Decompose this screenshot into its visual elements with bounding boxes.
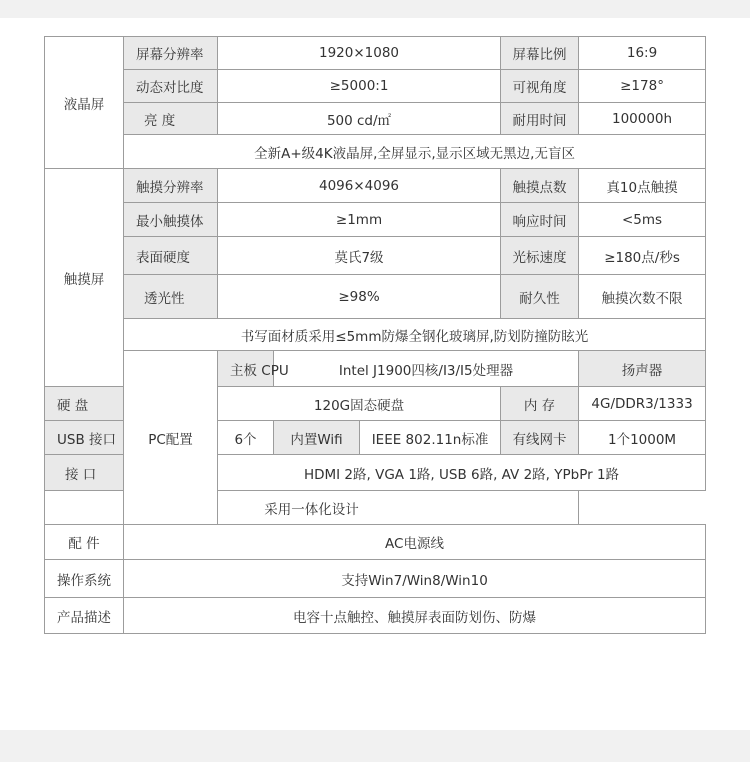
spec-label: 响应时间 bbox=[501, 203, 579, 237]
spec-value: ≥5000:1 bbox=[218, 70, 501, 103]
table-row bbox=[45, 275, 706, 319]
spec-value: ≥1mm bbox=[218, 203, 501, 237]
table-row bbox=[45, 525, 706, 560]
spec-value: 4G/DDR3/1333 bbox=[579, 387, 706, 421]
section-note: 采用一体化设计 bbox=[45, 491, 579, 525]
table-row bbox=[45, 37, 706, 70]
spec-value: 100000h bbox=[579, 103, 706, 135]
table-row bbox=[45, 103, 706, 135]
section-note: 书写面材质采用≤5mm防爆全钢化玻璃屏,防划防撞防眩光 bbox=[124, 319, 706, 351]
spec-value: 16:9 bbox=[579, 37, 706, 70]
spec-label: 操作系统 bbox=[45, 560, 124, 598]
spec-value: HDMI 2路, VGA 1路, USB 6路, AV 2路, YPbPr 1路 bbox=[218, 455, 706, 491]
spec-value: 触摸次数不限 bbox=[579, 275, 706, 319]
spec-value: 支持Win7/Win8/Win10 bbox=[124, 560, 706, 598]
spec-value: IEEE 802.11n标准 bbox=[360, 421, 501, 455]
spec-value: 120G固态硬盘 bbox=[218, 387, 501, 421]
group-pc: PC配置 bbox=[124, 351, 218, 525]
spec-label: USB 接口 bbox=[45, 421, 124, 455]
spec-value: Intel J1900四核/I3/I5处理器 bbox=[274, 351, 579, 387]
table-row bbox=[45, 598, 706, 634]
spec-label: 主板 CPU bbox=[218, 351, 274, 387]
table-row bbox=[45, 351, 706, 387]
spec-value: AC电源线 bbox=[124, 525, 706, 560]
spec-label: 内置Wifi bbox=[274, 421, 360, 455]
spec-label: 表面硬度 bbox=[124, 237, 218, 275]
table-row bbox=[45, 237, 706, 275]
spec-label: 动态对比度 bbox=[124, 70, 218, 103]
spec-value: 真10点触摸 bbox=[579, 169, 706, 203]
table-row bbox=[45, 319, 706, 351]
spec-label: 有线网卡 bbox=[501, 421, 579, 455]
spec-label: 产品描述 bbox=[45, 598, 124, 634]
spec-sheet bbox=[0, 18, 750, 730]
spec-value: ≥180点/秒s bbox=[579, 237, 706, 275]
table-row bbox=[45, 203, 706, 237]
table-row bbox=[45, 135, 706, 169]
spec-value: 4096×4096 bbox=[218, 169, 501, 203]
spec-value: 6个 bbox=[218, 421, 274, 455]
table-row bbox=[45, 169, 706, 203]
spec-value: ≥178° bbox=[579, 70, 706, 103]
spec-label: 内 存 bbox=[501, 387, 579, 421]
group-touch: 触摸屏 bbox=[45, 169, 124, 387]
spec-value: 1个1000M bbox=[579, 421, 706, 455]
spec-label: 可视角度 bbox=[501, 70, 579, 103]
spec-label: 配 件 bbox=[45, 525, 124, 560]
spec-label: 触摸点数 bbox=[501, 169, 579, 203]
spec-value: <5ms bbox=[579, 203, 706, 237]
spec-value: 1920×1080 bbox=[218, 37, 501, 70]
spec-label: 扬声器 bbox=[579, 351, 706, 387]
spec-label: 亮 度 bbox=[124, 103, 218, 135]
table-row bbox=[45, 560, 706, 598]
group-lcd: 液晶屏 bbox=[45, 37, 124, 169]
spec-label: 光标速度 bbox=[501, 237, 579, 275]
spec-label: 硬 盘 bbox=[45, 387, 124, 421]
table-row bbox=[45, 491, 706, 525]
spec-value: 电容十点触控、触摸屏表面防划伤、防爆 bbox=[124, 598, 706, 634]
spec-value: 莫氏7级 bbox=[218, 237, 501, 275]
spec-value: 500 cd/㎡ bbox=[218, 103, 501, 135]
spec-label: 接 口 bbox=[45, 455, 124, 491]
spec-label: 触摸分辨率 bbox=[124, 169, 218, 203]
spec-value: ≥98% bbox=[218, 275, 501, 319]
spec-label: 透光性 bbox=[124, 275, 218, 319]
spec-label: 屏幕比例 bbox=[501, 37, 579, 70]
table-row bbox=[45, 70, 706, 103]
spec-label: 屏幕分辨率 bbox=[124, 37, 218, 70]
spec-label: 耐久性 bbox=[501, 275, 579, 319]
spec-label: 耐用时间 bbox=[501, 103, 579, 135]
spec-label: 最小触摸体 bbox=[124, 203, 218, 237]
spec-table bbox=[44, 36, 706, 634]
section-note: 全新A+级4K液晶屏,全屏显示,显示区域无黑边,无盲区 bbox=[124, 135, 706, 169]
